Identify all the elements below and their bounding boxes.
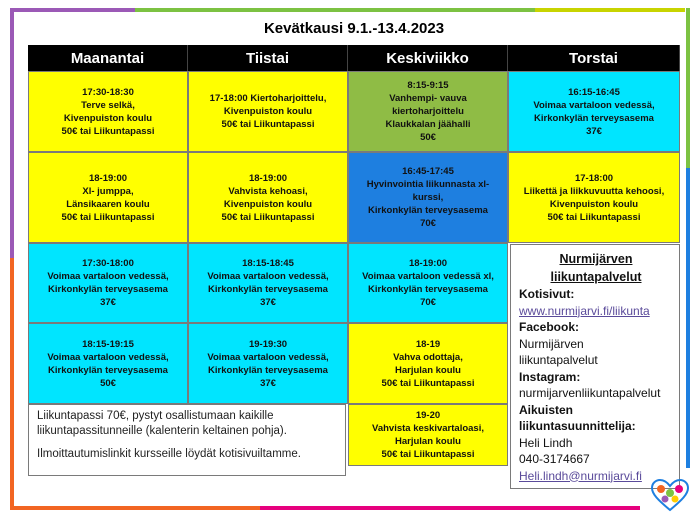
- class-location: Kivenpuiston koulu: [223, 198, 313, 210]
- class-price: 50€: [100, 377, 116, 389]
- class-price: 50€ tai Liikuntapassi: [381, 449, 475, 460]
- class-monday-1: [28, 71, 188, 152]
- class-time: 16:15-16:45: [568, 86, 620, 98]
- class-time: 16:45-17:45: [402, 166, 454, 177]
- frame-bottom-pink: [260, 506, 640, 510]
- frame-left-purple: [10, 8, 14, 258]
- contact-box: [510, 244, 680, 489]
- class-wednesday-2: [348, 152, 508, 243]
- frame-top-purple: [10, 8, 135, 12]
- info-line-2: Ilmoittautumislinkit kursseille löydät kotisivuiltamme.: [37, 448, 301, 460]
- frame-bottom-orange: [10, 506, 260, 510]
- class-monday-3: [28, 243, 188, 323]
- class-time: 18:15-18:45: [242, 258, 294, 269]
- class-time: 18-19:00: [248, 172, 288, 184]
- class-thursday-1: [508, 71, 680, 152]
- class-name: Liikettä ja liikkuvuutta kehoosi,: [523, 185, 665, 197]
- class-wednesday-5: [348, 404, 508, 466]
- class-time: 18:15-19:15: [82, 338, 134, 350]
- class-time: 18-19:00: [88, 172, 128, 184]
- class-tuesday-3: [188, 243, 348, 323]
- class-name: Voimaa vartaloon vedessä,: [207, 351, 329, 363]
- frame-top-lime: [535, 8, 685, 12]
- class-price: 50€: [420, 132, 436, 143]
- class-time-name: 17-18:00 Kiertoharjoittelu,: [209, 93, 327, 104]
- class-name: Voimaa vartaloon vedessä,: [47, 351, 169, 363]
- class-location: Kivenpuiston koulu: [63, 112, 153, 124]
- contact-phone: 040-3174667: [519, 452, 590, 466]
- facebook-name-1: Nurmijärven: [519, 336, 584, 351]
- class-price: 50€ tai Liikuntapassi: [221, 119, 315, 130]
- class-monday-4: [28, 323, 188, 404]
- class-price: 37€: [100, 297, 116, 308]
- contact-heading-1: Nurmijärven: [559, 252, 633, 266]
- class-tuesday-1: [188, 71, 348, 152]
- contact-heading-2: liikuntapalvelut: [550, 270, 642, 284]
- class-time: 19-20: [415, 410, 441, 421]
- frame-right-green: [686, 8, 690, 168]
- class-name: Vahvista keskivartaloasi,: [372, 423, 484, 434]
- header-tuesday: Tiistai: [188, 45, 348, 71]
- instagram-handle: nurmijarvenliikuntapalvelut: [519, 386, 661, 400]
- class-thursday-2: [508, 152, 680, 243]
- class-name: Voimaa vartaloon vedessä,: [533, 99, 655, 111]
- class-monday-2: [28, 152, 188, 243]
- info-line-1: Liikuntapassi 70€, pystyt osallistumaan kaikille liikuntapassitunneille (kalenterin keltainen pohja).: [37, 410, 287, 437]
- website-link[interactable]: www.nurmijarvi.fi/liikunta: [519, 303, 650, 318]
- class-wednesday-4: [348, 323, 508, 404]
- class-name: Vahvista kehoasi,: [228, 185, 308, 197]
- class-name: Voimaa vartaloon vedessä,: [207, 271, 329, 282]
- class-location: Kivenpuiston koulu: [223, 106, 313, 117]
- class-location: Kirkonkylän terveysasema: [368, 284, 488, 295]
- class-name: Voimaa vartaloon vedessä xl,: [362, 271, 494, 282]
- class-tuesday-2: [188, 152, 348, 243]
- class-name: Voimaa vartaloon vedessä,: [47, 271, 169, 282]
- class-wednesday-1: [348, 71, 508, 152]
- page-title: Kevätkausi 9.1.-13.4.2023: [263, 20, 445, 37]
- frame-right-blue: [686, 168, 690, 468]
- class-location: Harjulan koulu: [395, 364, 461, 376]
- instagram-label: Instagram:: [519, 369, 581, 384]
- class-name: Hyvinvointia liikunnasta xl-: [366, 179, 490, 190]
- class-name: Vanhempi- vauva: [389, 93, 467, 104]
- frame-left-orange: [10, 258, 14, 508]
- class-time: 18-19:00: [408, 258, 448, 269]
- class-location: Kirkonkylän terveysasema: [534, 112, 654, 124]
- planner-label-1: Aikuisten: [519, 402, 574, 417]
- frame-top-green: [135, 8, 535, 12]
- website-label: Kotisivut:: [519, 287, 575, 301]
- email-link[interactable]: Heli.lindh@nurmijarvi.fi: [519, 468, 642, 483]
- contact-name: Heli Lindh: [519, 435, 573, 450]
- class-tuesday-4: [188, 323, 348, 404]
- class-time: 17-18:00: [574, 172, 614, 184]
- header-monday: Maanantai: [28, 45, 188, 71]
- class-price: 50€ tai Liikuntapassi: [61, 125, 155, 137]
- class-name: kiertoharjoittelu: [392, 106, 464, 117]
- class-location: Kirkonkylän terveysasema: [208, 284, 328, 295]
- facebook-label: Facebook:: [519, 320, 580, 334]
- facebook-name-2: liikuntapalvelut: [519, 353, 598, 367]
- class-price: 37€: [260, 297, 276, 308]
- class-location: Kirkonkylän terveysasema: [48, 364, 168, 376]
- class-price: 50€ tai Liikuntapassi: [61, 211, 155, 223]
- class-price: 50€ tai Liikuntapassi: [381, 377, 475, 389]
- class-name: Vahva odottaja,: [393, 351, 463, 363]
- class-location: Harjulan koulu: [395, 436, 461, 447]
- planner-label-2: liikuntasuunnittelija:: [519, 419, 636, 433]
- class-price: 70€: [420, 218, 436, 229]
- class-name: kurssi,: [412, 192, 444, 203]
- class-wednesday-3: [348, 243, 508, 323]
- class-location: Kirkonkylän terveysasema: [208, 364, 328, 376]
- class-time: 18-19: [415, 338, 441, 350]
- class-time: 17:30-18:30: [82, 86, 134, 98]
- class-location: Kirkonkylän terveysasema: [48, 284, 168, 295]
- header-thursday: Torstai: [508, 45, 680, 71]
- nurmijarvi-heart-logo-icon: [650, 478, 690, 512]
- liikuntapassi-info: [28, 404, 346, 476]
- class-time: 19-19:30: [248, 338, 288, 350]
- class-price: 50€ tai Liikuntapassi: [221, 211, 315, 223]
- class-price: 37€: [586, 125, 602, 137]
- class-location: Kirkonkylän terveysasema: [368, 205, 488, 216]
- class-location: Kivenpuiston koulu: [549, 198, 639, 210]
- class-price: 37€: [260, 377, 276, 389]
- header-wednesday: Keskiviikko: [348, 45, 508, 71]
- class-name: Xl- jumppa,: [82, 185, 134, 197]
- class-location: Länsikaaren koulu: [66, 198, 150, 210]
- class-name: Terve selkä,: [81, 99, 135, 111]
- class-time: 17:30-18:00: [82, 258, 134, 269]
- class-location: Klaukkalan jäähalli: [385, 119, 471, 130]
- class-price: 50€ tai Liikuntapassi: [547, 211, 641, 223]
- class-price: 70€: [420, 297, 436, 308]
- class-time: 8:15-9:15: [407, 80, 449, 91]
